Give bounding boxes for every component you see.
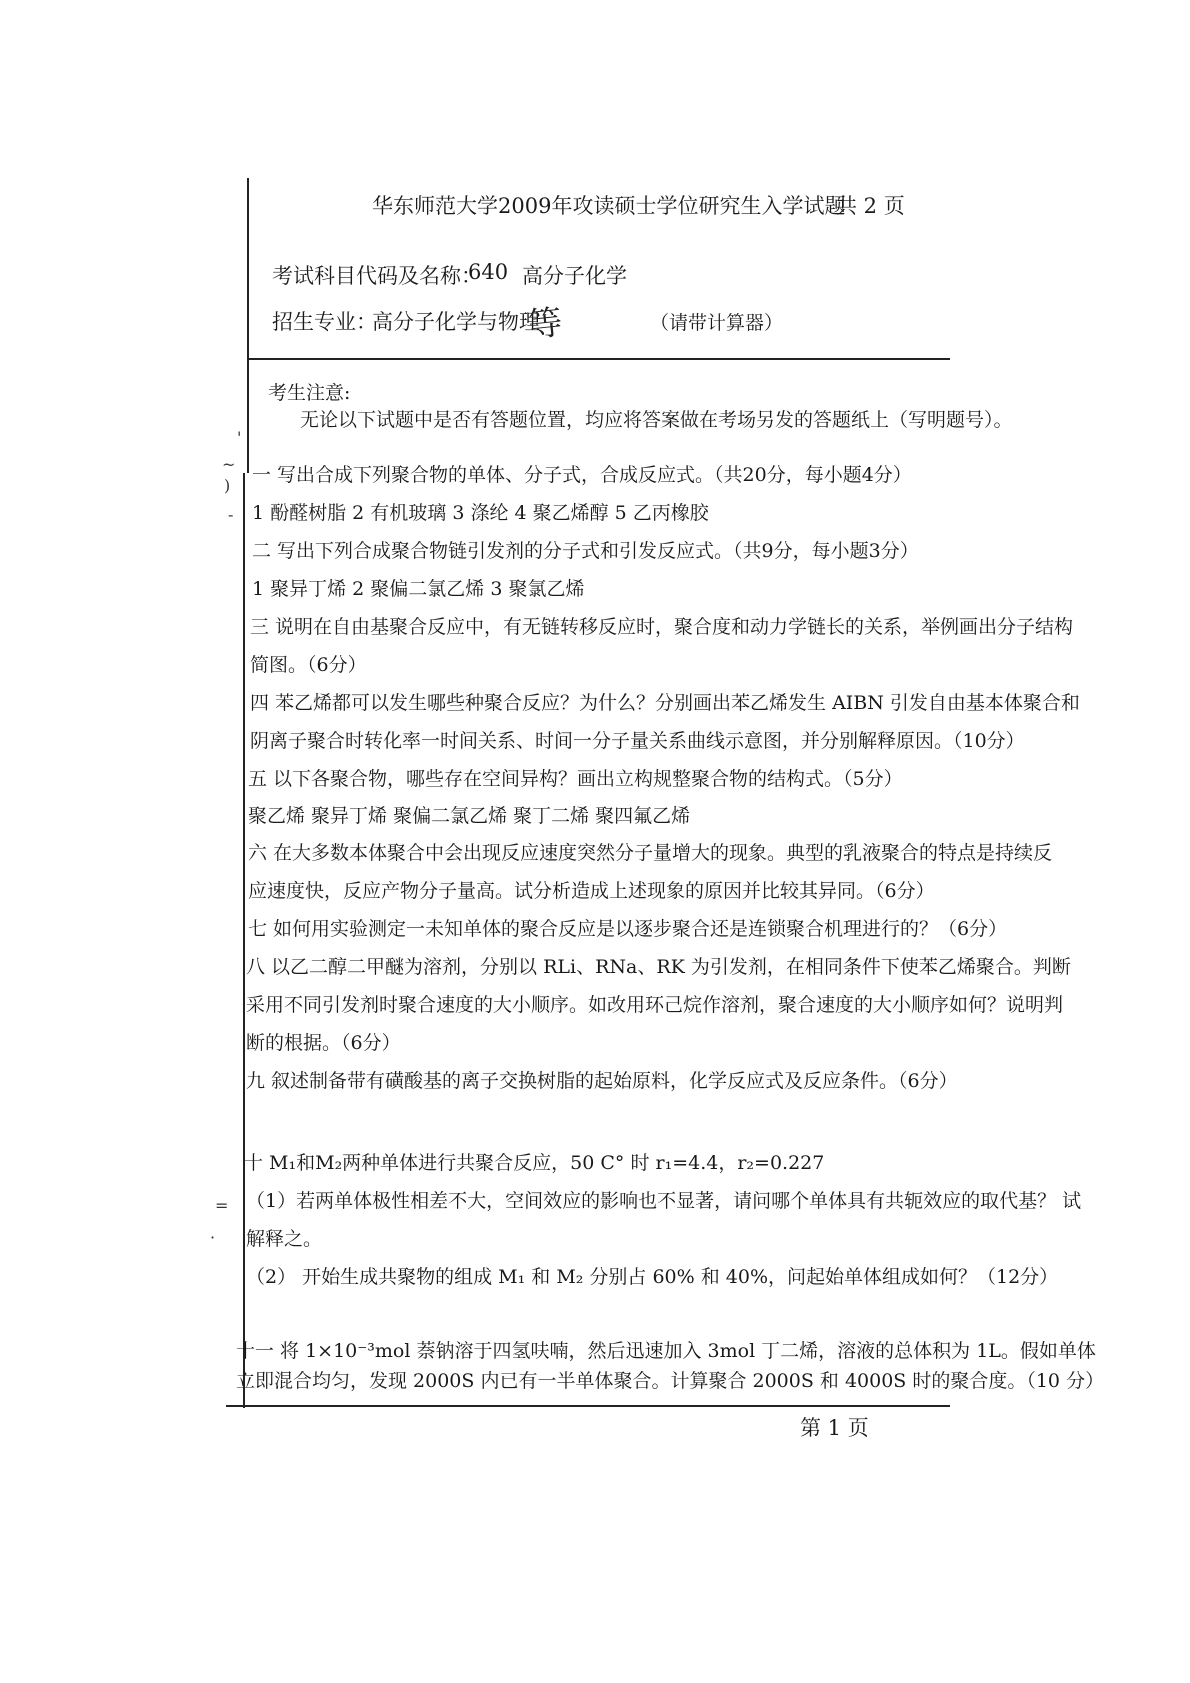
subject-code: 640: [468, 260, 509, 284]
scan-mark: ): [224, 476, 231, 495]
bottom-border: [226, 1405, 950, 1407]
notice-text: 无论以下试题中是否有答题位置，均应将答案做在考场另发的答题纸上（写明题号）。: [300, 409, 1013, 431]
question-line: 一 写出合成下列聚合物的单体、分子式，合成反应式。（共20分，每小题4分）: [252, 464, 912, 486]
header-divider: [247, 358, 950, 360]
question-line: 断的根据。（6分）: [246, 1032, 401, 1054]
question-line: 1 酚醛树脂 2 有机玻璃 3 涤纶 4 聚乙烯醇 5 乙丙橡胶: [252, 502, 709, 524]
question-line: 应速度快，反应产物分子量高。试分析造成上述现象的原因并比较其异同。（6分）: [248, 880, 935, 902]
question-line: 三 说明在自由基聚合反应中，有无链转移反应时，聚合度和动力学链长的关系，举例画出分子结构: [250, 616, 1074, 638]
scan-mark: =: [215, 1196, 229, 1215]
question-line: 聚乙烯 聚异丁烯 聚偏二氯乙烯 聚丁二烯 聚四氟乙烯: [248, 805, 691, 827]
scan-mark: -: [228, 505, 234, 524]
scan-mark: ·: [210, 1228, 216, 1247]
major-suffix-handwritten: 等: [526, 302, 565, 346]
exam-title: 华东师范大学2009年攻读硕士学位研究生入学试题: [372, 194, 846, 218]
subject-label: 考试科目代码及名称：: [272, 264, 482, 288]
question-line: （1）若两单体极性相差不大，空间效应的影响也不显著，请问哪个单体具有共轭效应的取代基？ 试: [246, 1190, 1082, 1212]
scan-mark: ': [237, 428, 242, 447]
question-line: 五 以下各聚合物，哪些存在空间异构？画出立构规整聚合物的结构式。（5分）: [248, 768, 903, 790]
question-line: 简图。（6分）: [250, 654, 367, 676]
question-line: 1 聚异丁烯 2 聚偏二氯乙烯 3 聚氯乙烯: [252, 578, 585, 600]
question-line: 十一 将 1×10⁻³mol 萘钠溶于四氢呋喃，然后迅速加入 3mol 丁二烯，溶液的总体积为 1L。假如单体: [236, 1340, 1096, 1362]
left-border-lower: [243, 473, 245, 1408]
question-line: 八 以乙二醇二甲醚为溶剂，分别以 RLi、RNa、RK 为引发剂，在相同条件下使苯乙烯聚合。判断: [246, 956, 1071, 978]
question-line: 解释之。: [246, 1228, 323, 1250]
question-line: 九 叙述制备带有磺酸基的离子交换树脂的起始原料，化学反应式及反应条件。（6分）: [246, 1070, 958, 1092]
scan-mark: ~: [222, 455, 236, 474]
page-number: 第 1 页: [800, 1416, 869, 1440]
subject-name: 高分子化学: [522, 264, 627, 288]
question-line: 采用不同引发剂时聚合速度的大小顺序。如改用环己烷作溶剂，聚合速度的大小顺序如何？说明判: [246, 994, 1064, 1016]
question-line: 四 苯乙烯都可以发生哪些种聚合反应？为什么？分别画出苯乙烯发生 AIBN 引发自由基本体聚合和: [250, 692, 1080, 714]
question-line: 六 在大多数本体聚合中会出现反应速度突然分子量增大的现象。典型的乳液聚合的特点是持续反: [248, 842, 1053, 864]
question-line: 十 M₁和M₂两种单体进行共聚合反应，50 C° 时 r₁=4.4，r₂=0.227: [244, 1152, 825, 1174]
major-name: 高分子化学与物理: [372, 310, 540, 334]
total-pages: 共 2 页: [836, 194, 905, 218]
major-label: 招生专业：: [272, 310, 377, 334]
calculator-note: （请带计算器）: [650, 312, 784, 334]
left-border-upper: [247, 178, 249, 473]
question-line: 阴离子聚合时转化率一时间关系、时间一分子量关系曲线示意图，并分别解释原因。（10分）: [250, 730, 1025, 752]
question-line: 立即混合均匀，发现 2000S 内已有一半单体聚合。计算聚合 2000S 和 4000S 时的聚合度。（10 分）: [236, 1370, 1105, 1392]
question-line: 七 如何用实验测定一未知单体的聚合反应是以逐步聚合还是连锁聚合机理进行的？（6分）: [248, 918, 1008, 940]
question-line: 二 写出下列合成聚合物链引发剂的分子式和引发反应式。（共9分，每小题3分）: [252, 540, 919, 562]
notice-title: 考生注意:: [268, 382, 351, 404]
question-line: （2） 开始生成共聚物的组成 M₁ 和 M₂ 分别占 60% 和 40%，问起始单体组成如何？（12分）: [246, 1266, 1059, 1288]
